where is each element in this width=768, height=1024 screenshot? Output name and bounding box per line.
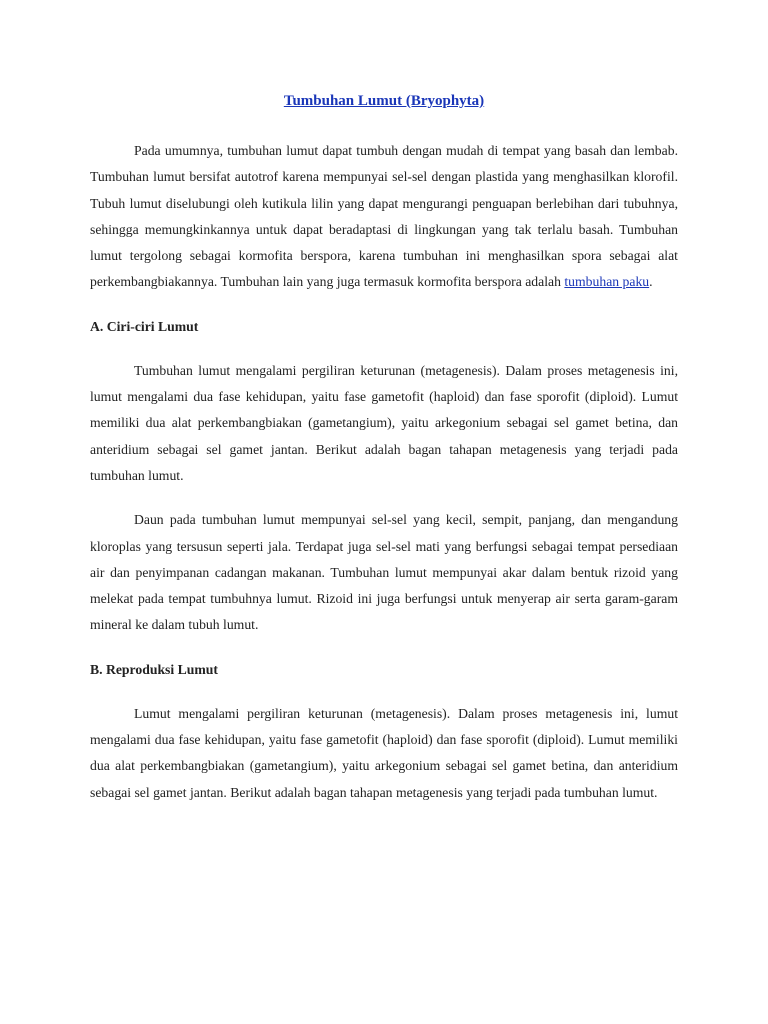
intro-text: Pada umumnya, tumbuhan lumut dapat tumbuh dengan mudah di tempat yang basah dan lembab. Tumbuhan lumut bersifat autotrof karena mempunyai sel-sel dengan plastida yang menghasilkan klorofil. Tubuh lumut diselubungi oleh kutikula lilin yang dapat mengurangi penguapan berlebihan dari tubuhnya, sehingga memungkinkannya untuk dapat beradaptasi di lingkungan yang tak terlalu basah. Tumbuhan lumut tergolong sebagai kormofita berspora, karena tumbuhan ini menghasilkan spora sebagai alat perkembangbiakannya. Tumbuhan lain yang juga termasuk kormofita berspora adalah xyxy=(90,143,678,290)
intro-end: . xyxy=(649,274,653,290)
tumbuhan-paku-link[interactable]: tumbuhan paku xyxy=(564,274,650,290)
section-b-heading: B. Reproduksi Lumut xyxy=(90,661,218,677)
intro-paragraph xyxy=(90,138,678,296)
section-a-paragraph-1: Tumbuhan lumut mengalami pergiliran keturunan (metagenesis). Dalam proses metagenesis ini, lumut mengalami dua fase kehidupan, yaitu fase gametofit (haploid) dan fase sporofit (diploid). Lumut memiliki dua alat perkembangbiakan (gametangium), yaitu arkegonium sebagai sel gamet betina, dan anteridium sebagai sel gamet jantan. Berikut adalah bagan tahapan metagenesis yang terjadi pada tumbuhan lumut. xyxy=(90,362,678,483)
title-link[interactable]: Tumbuhan Lumut (Bryophyta) xyxy=(283,93,485,109)
section-b-paragraph-1: Lumut mengalami pergiliran keturunan (metagenesis). Dalam proses metagenesis ini, lumut mengalami dua fase kehidupan, yaitu fase gametofit (haploid) dan fase sporofit (diploid). Lumut memiliki dua alat perkembangbiakan (gametangium), yaitu arkegonium sebagai sel gamet betina, dan anteridium sebagai sel gamet jantan. Berikut adalah bagan tahapan metagenesis yang terjadi pada tumbuhan lumut. xyxy=(90,705,678,800)
section-a-paragraph-2: Daun pada tumbuhan lumut mempunyai sel-sel yang kecil, sempit, panjang, dan mengandung kloroplas yang tersusun seperti jala. Terdapat juga sel-sel mati yang berfungsi sebagai tempat persediaan air dan penyimpanan cadangan makanan. Tumbuhan lumut mempunyai akar dalam bentuk rizoid yang melekat pada tempat tumbuhnya lumut. Rizoid ini juga berfungsi untuk menyerap air serta garam-garam mineral ke dalam tubuh lumut. xyxy=(90,512,678,633)
section-a-heading: A. Ciri-ciri Lumut xyxy=(90,318,199,334)
document-title xyxy=(90,88,678,114)
